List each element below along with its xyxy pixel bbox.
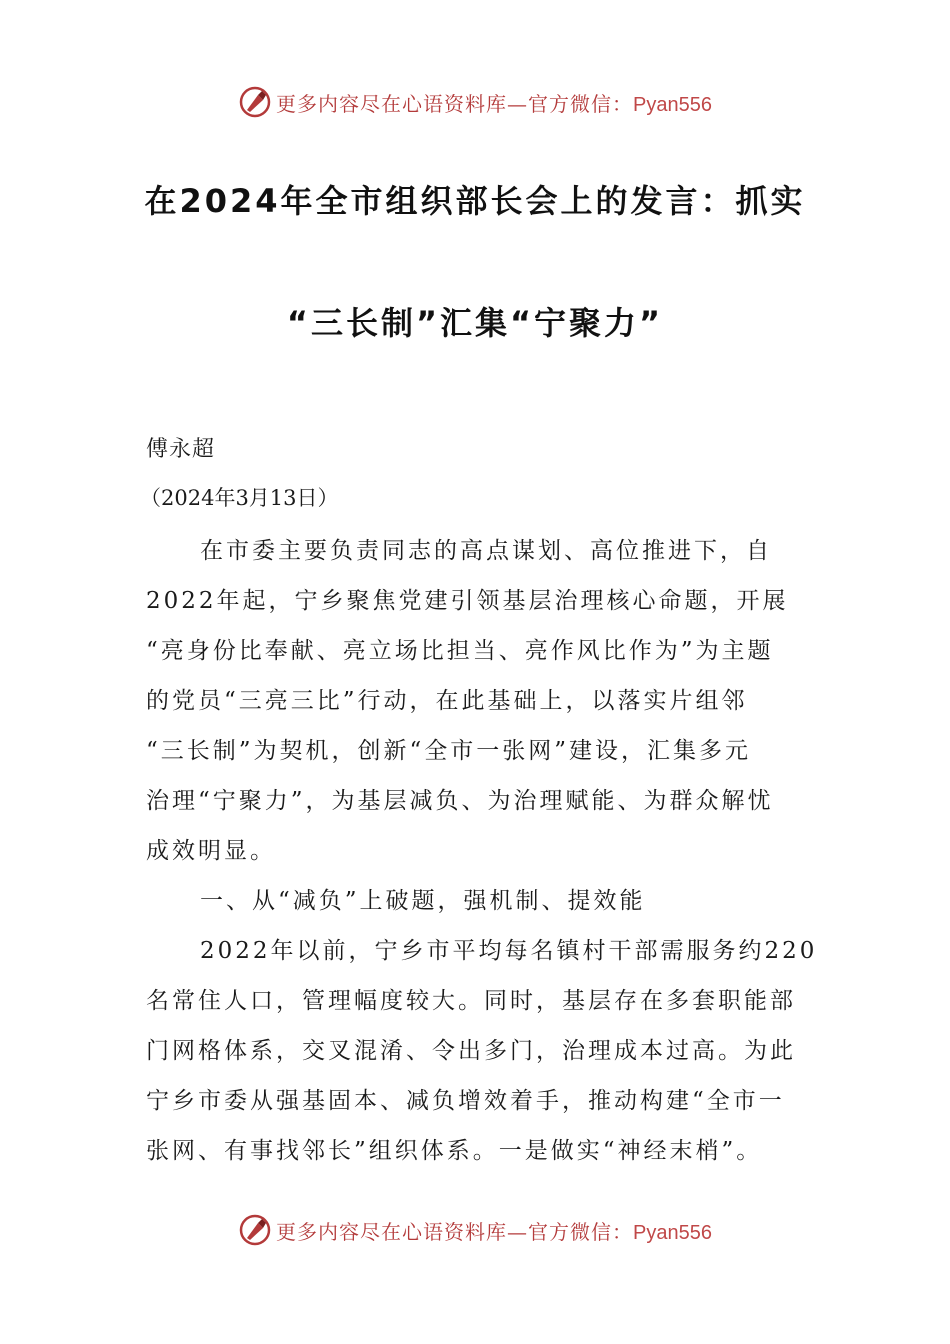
section-heading-1: 一、从“减负”上破题，强机制、提效能 [200,888,646,914]
body-line: “三长制”为契机，创新“全市一张网”建设，汇集多元 [146,738,752,764]
pen-nib-logo-icon [238,85,272,119]
banner-text-wechat-id: Pyan556 [633,1221,712,1244]
document-title-line-1: 在2024年全市组织部长会上的发言：抓实 [144,182,806,220]
body-line: 宁乡市委从强基固本、减负增效着手，推动构建“全市一 [146,1088,785,1114]
body-line: 2022年以前，宁乡市平均每名镇村干部需服务约220 [200,938,818,964]
banner-text [276,1216,712,1245]
body-line: “亮身份比奉献、亮立场比担当、亮作风比作为”为主题 [146,638,774,664]
body-line: 门网格体系，交叉混淆、令出多门，治理成本过高。为此 [146,1038,796,1064]
body-line: 张网、有事找邻长”组织体系。一是做实“神经末梢”。 [146,1138,763,1164]
header-watermark-banner [0,82,950,122]
body-line: 在市委主要负责同志的高点谋划、高位推进下，自 [200,538,772,564]
footer-watermark-banner [0,1210,950,1250]
author-name: 傅永超 [146,437,216,462]
banner-text [276,88,712,117]
banner-text-cn: 更多内容尽在心语资料库—官方微信： [276,91,634,116]
document-title-line-2: “三长制”汇集“宁聚力” [286,304,664,342]
banner-text-wechat-id: Pyan556 [633,93,712,116]
body-line: 成效明显。 [146,838,276,864]
body-line: 2022年起，宁乡聚焦党建引领基层治理核心命题，开展 [146,588,789,614]
body-line: 的党员“三亮三比”行动，在此基础上，以落实片组邻 [146,688,748,714]
speech-date: （2024年3月13日） [140,486,339,510]
body-line: 名常住人口，管理幅度较大。同时，基层存在多套职能部 [146,988,796,1014]
banner-text-cn: 更多内容尽在心语资料库—官方微信： [276,1219,634,1244]
pen-nib-logo-icon [238,1213,272,1247]
body-line: 治理“宁聚力”，为基层减负、为治理赋能、为群众解忧 [146,788,774,814]
